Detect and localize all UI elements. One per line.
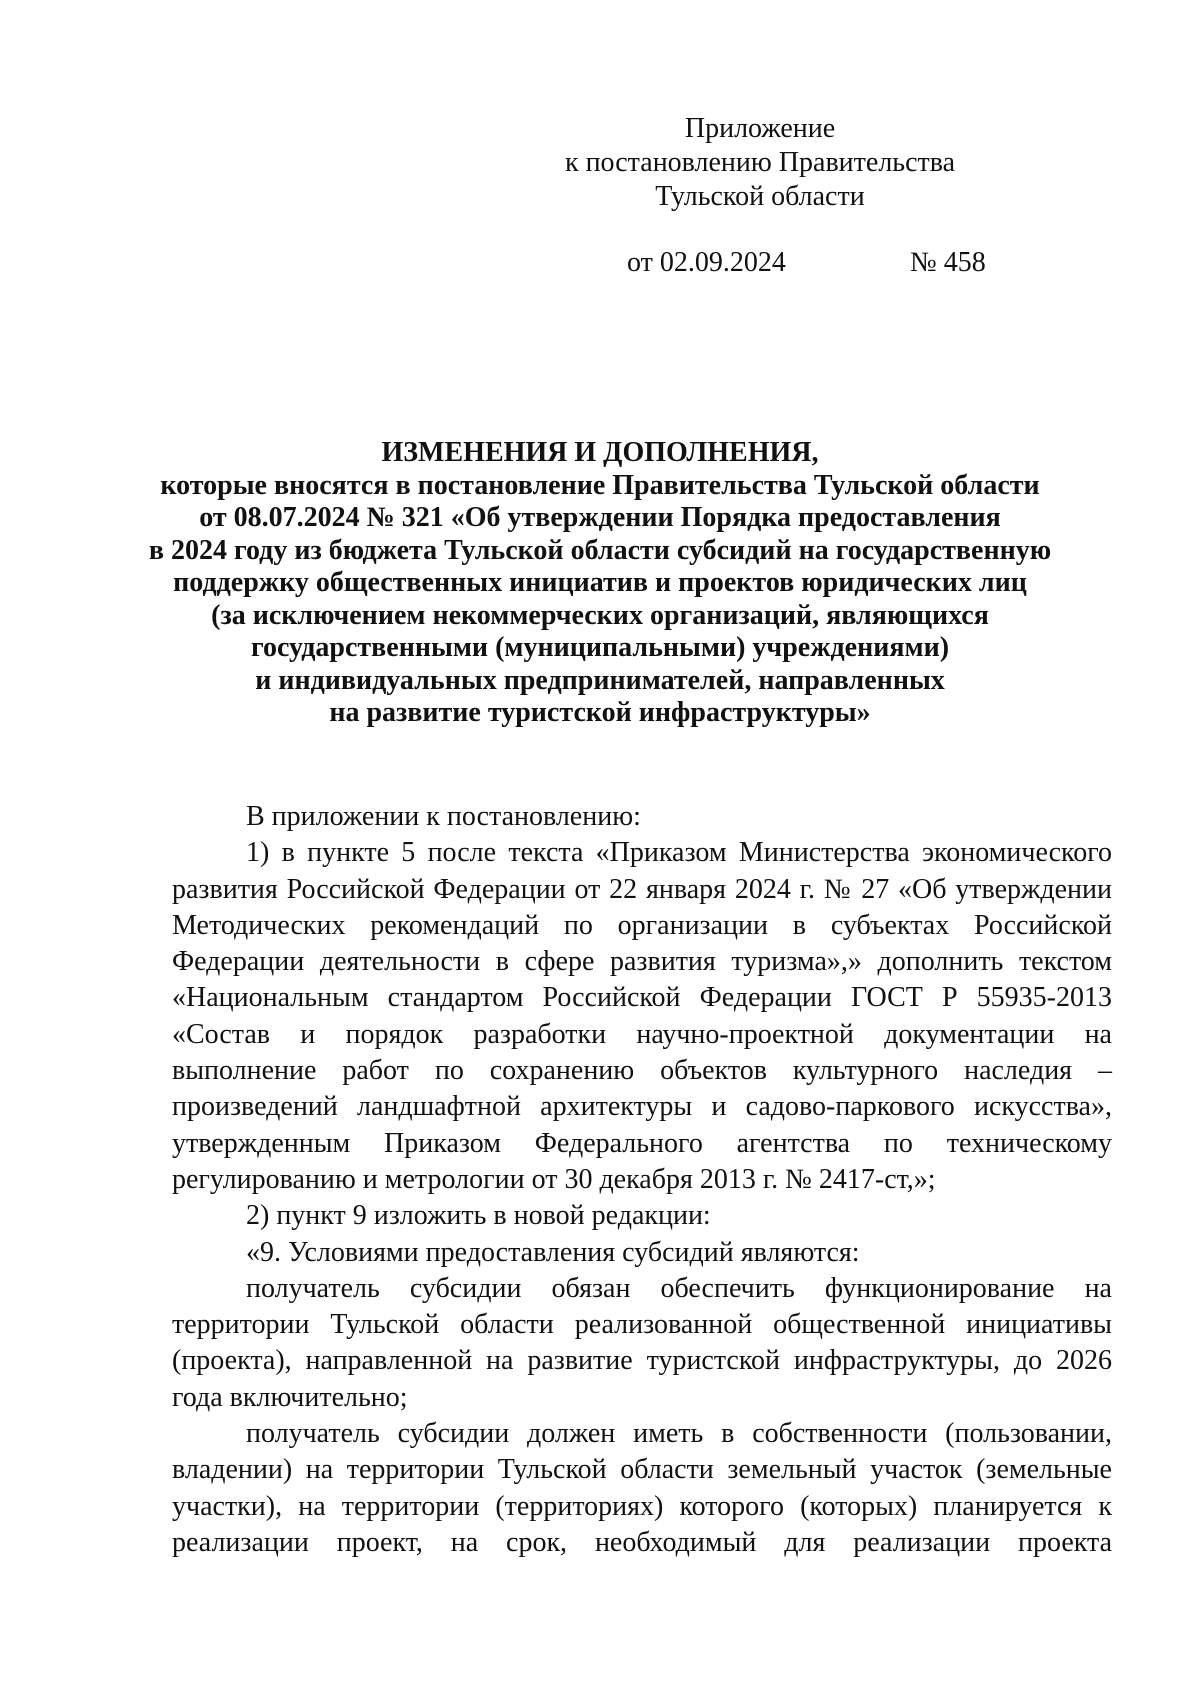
title-line: (за исключением некоммерческих организаций, являющихся — [211, 599, 989, 631]
appendix-region: Тульской области — [655, 181, 865, 212]
title-line: которые вносятся в постановление Правительства Тульской области — [160, 469, 1040, 501]
clause-9-paragraph: «9. Условиями предоставления субсидий являются: — [246, 1236, 860, 1268]
appendix-header — [560, 112, 960, 214]
decree-date: от 02.09.2024 — [627, 247, 786, 278]
document-body — [172, 799, 1112, 1561]
title-line: поддержку общественных инициатив и проектов юридических лиц — [173, 567, 1027, 598]
item-1-paragraph: 1) в пункте 5 после текста «Приказом Министерства экономического развития Российской Федерации от 22 января 2024 г. № 27 «Об утверждении Методических рекомендаций по организации в субъектах Российской Федерации деятельности в сфере развития туризма»,» дополнить текстом «Национальным стандартом Российской Федерации ГОСТ Р 55935-2013 «Состав и порядок разработки научно-проектной документации на выполнение работ по сохранению объектов культурного наследия – произведений ландшафтной архитектуры и садово-паркового искусства», утвержденным Приказом Федерального агентства по техническому регулированию и метрологии от 30 декабря 2013 г. № 2417-ст,»; — [172, 837, 1112, 1195]
intro-paragraph: В приложении к постановлению: — [246, 801, 641, 832]
title-line: на развитие туристской инфраструктуры» — [329, 697, 871, 728]
condition-1-paragraph: получатель субсидии обязан обеспечить функционирование на территории Тульской области реализованной общественной инициативы (проекта), направленной на развитие туристской инфраструктуры, до 2026 года включительно; — [172, 1272, 1112, 1413]
title-line: ИЗМЕНЕНИЯ И ДОПОЛНЕНИЯ, — [381, 437, 819, 468]
title-line: в 2024 году из бюджета Тульской области субсидий на государственную — [148, 534, 1052, 566]
item-2-paragraph: 2) пункт 9 изложить в новой редакции: — [246, 1200, 711, 1232]
title-line: и индивидуальных предпринимателей, направленных — [255, 664, 945, 696]
document-title — [120, 437, 1080, 730]
title-line: государственными (муниципальными) учреждениями) — [250, 632, 950, 663]
appendix-label: Приложение — [684, 113, 836, 144]
title-line: от 08.07.2024 № 321 «Об утверждении Порядка предоставления — [199, 502, 1001, 533]
appendix-reference: к постановлению Правительства — [564, 147, 956, 178]
decree-number: № 458 — [910, 247, 986, 278]
condition-2-paragraph: получатель субсидии должен иметь в собственности (пользовании, владении) на территории Тульской области земельный участок (земельные участки), на территории (территориях) которого (которых) планируется к реализации проект, на срок, необходимый для реализации проекта — [172, 1418, 1112, 1558]
